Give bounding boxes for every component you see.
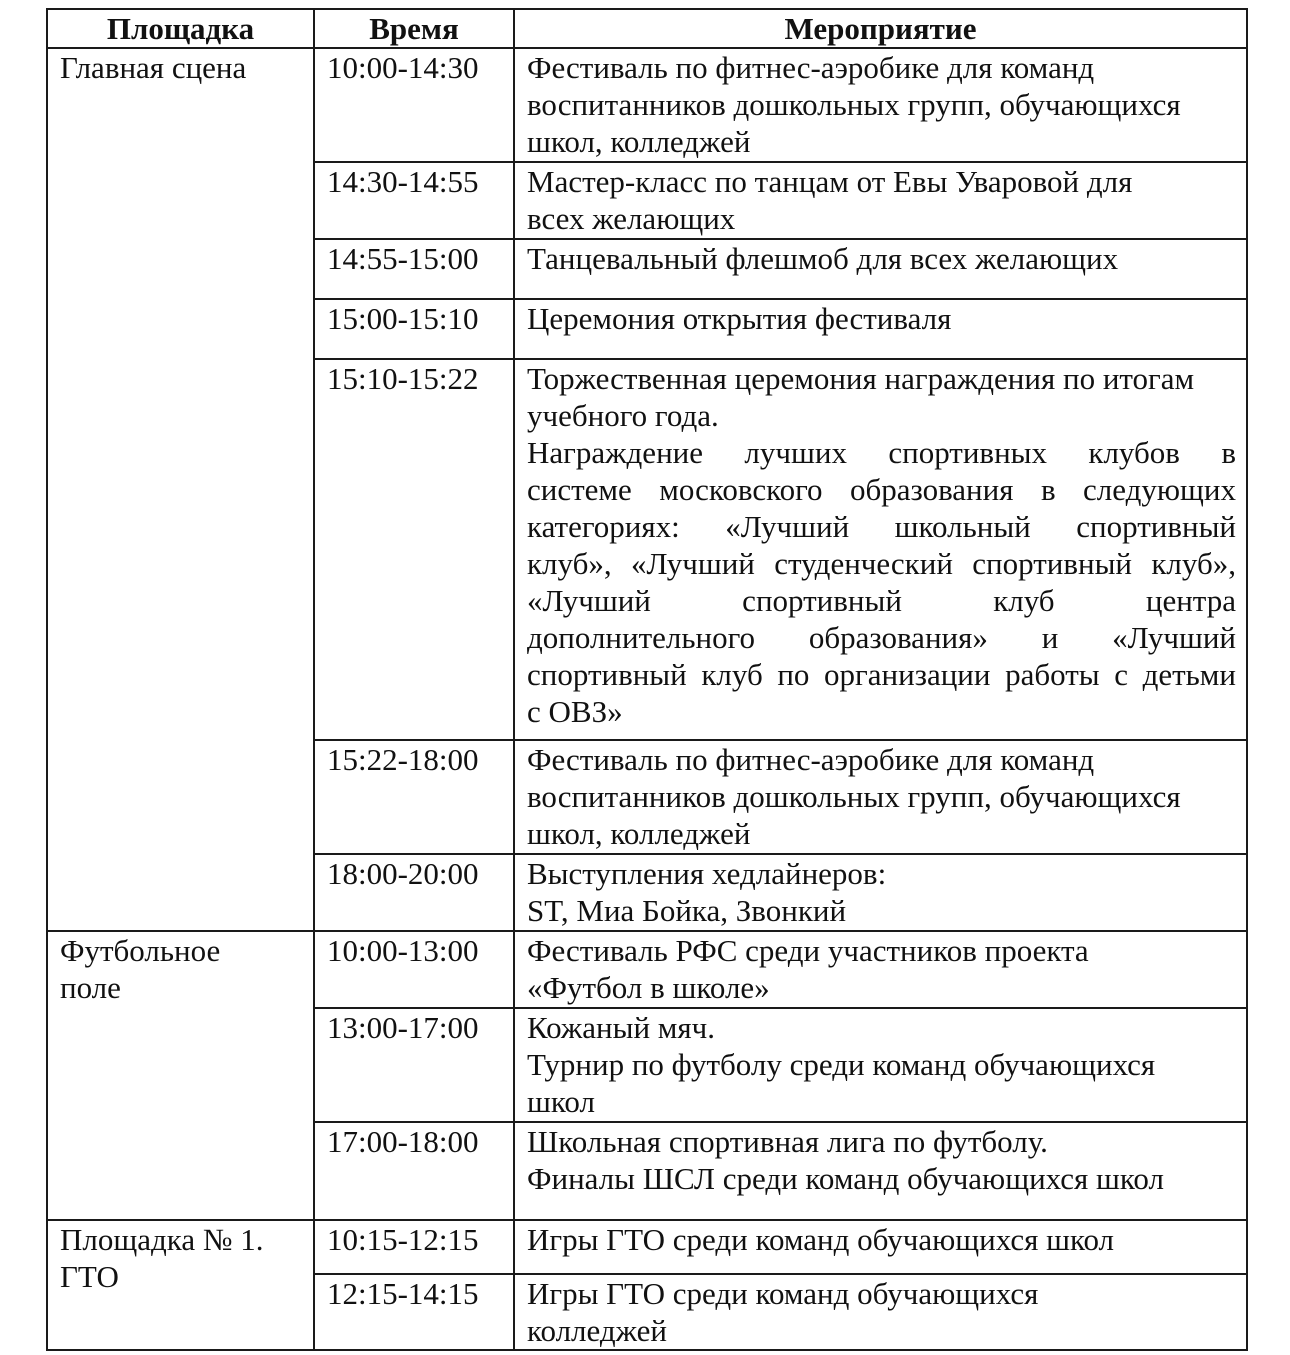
venue-name: поле: [60, 970, 121, 1005]
time-cell: 15:22-18:00: [314, 740, 514, 854]
event-line: системе московского образования в следующих: [527, 472, 1236, 507]
event-cell: [514, 1122, 1247, 1220]
event-line: клуб», «Лучший студенческий спортивный клуб»,: [527, 546, 1236, 581]
event-line: Награждение лучших спортивных клубов в: [527, 435, 1236, 470]
event-cell: [514, 359, 1247, 740]
event-line: дополнительного образования» и «Лучший: [527, 620, 1236, 655]
venue-name: Футбольное: [60, 933, 221, 968]
venue-cell: [47, 1220, 314, 1350]
event-cell: [514, 48, 1247, 162]
event-line: ST, Миа Бойка, Звонкий: [527, 893, 847, 928]
header-venue: Площадка: [47, 9, 314, 48]
event-cell: [514, 1008, 1247, 1122]
event-cell: [514, 239, 1247, 299]
event-line: Школьная спортивная лига по футболу.: [527, 1124, 1048, 1159]
event-line: Фестиваль РФС среди участников проекта: [527, 933, 1089, 968]
event-line: колледжей: [527, 1313, 667, 1348]
event-line: Выступления хедлайнеров:: [527, 856, 887, 891]
event-line: школ, колледжей: [527, 816, 751, 851]
event-line: «Лучший спортивный клуб центра: [527, 583, 1236, 618]
time-cell: 14:30-14:55: [314, 162, 514, 239]
event-line: воспитанников дошкольных групп, обучающихся: [527, 87, 1181, 122]
event-cell: [514, 1274, 1247, 1350]
event-line: Фестиваль по фитнес-аэробике для команд: [527, 50, 1095, 85]
event-line: Игры ГТО среди команд обучающихся школ: [527, 1222, 1115, 1257]
header-row: [47, 9, 1247, 48]
event-line: школ, колледжей: [527, 124, 751, 159]
event-cell: [514, 931, 1247, 1008]
event-line: Танцевальный флешмоб для всех желающих: [527, 241, 1119, 276]
venue-name: Главная сцена: [60, 50, 247, 85]
event-line: Мастер-класс по танцам от Евы Уваровой для: [527, 164, 1133, 199]
time-cell: 10:00-14:30: [314, 48, 514, 162]
event-line: школ: [527, 1084, 595, 1119]
event-line: Торжественная церемония награждения по итогам: [527, 361, 1195, 396]
event-line: учебного года.: [527, 398, 719, 433]
venue-name: ГТО: [60, 1259, 119, 1294]
venue-cell: [47, 931, 314, 1220]
time-cell: 13:00-17:00: [314, 1008, 514, 1122]
time-cell: 18:00-20:00: [314, 854, 514, 931]
event-line: Игры ГТО среди команд обучающихся: [527, 1276, 1039, 1311]
event-line: Кожаный мяч.: [527, 1010, 716, 1045]
time-cell: 10:00-13:00: [314, 931, 514, 1008]
event-cell: [514, 740, 1247, 854]
event-line: спортивный клуб по организации работы с детьми: [527, 657, 1236, 692]
venue-name: Площадка № 1.: [60, 1222, 264, 1257]
event-line: Турнир по футболу среди команд обучающихся: [527, 1047, 1156, 1082]
header-event: Мероприятие: [514, 9, 1247, 48]
event-cell: [514, 854, 1247, 931]
event-line: Фестиваль по фитнес-аэробике для команд: [527, 742, 1095, 777]
time-cell: 15:00-15:10: [314, 299, 514, 359]
venue-cell: [47, 48, 314, 931]
time-cell: 14:55-15:00: [314, 239, 514, 299]
header-time: Время: [314, 9, 514, 48]
event-line: с ОВЗ»: [527, 694, 623, 729]
time-cell: 17:00-18:00: [314, 1122, 514, 1220]
event-line: воспитанников дошкольных групп, обучающихся: [527, 779, 1181, 814]
event-cell: [514, 162, 1247, 239]
table-row: [47, 1220, 1247, 1274]
time-cell: 15:10-15:22: [314, 359, 514, 740]
table-row: [47, 931, 1247, 1008]
event-cell: [514, 1220, 1247, 1274]
schedule-table: [46, 8, 1248, 1351]
event-cell: [514, 299, 1247, 359]
event-line: всех желающих: [527, 201, 736, 236]
table-row: [47, 48, 1247, 162]
event-line: категориях: «Лучший школьный спортивный: [527, 509, 1236, 544]
event-line: Церемония открытия фестиваля: [527, 301, 952, 336]
time-cell: 10:15-12:15: [314, 1220, 514, 1274]
event-line: «Футбол в школе»: [527, 970, 770, 1005]
event-line: Финалы ШСЛ среди команд обучающихся школ: [527, 1161, 1164, 1196]
time-cell: 12:15-14:15: [314, 1274, 514, 1350]
